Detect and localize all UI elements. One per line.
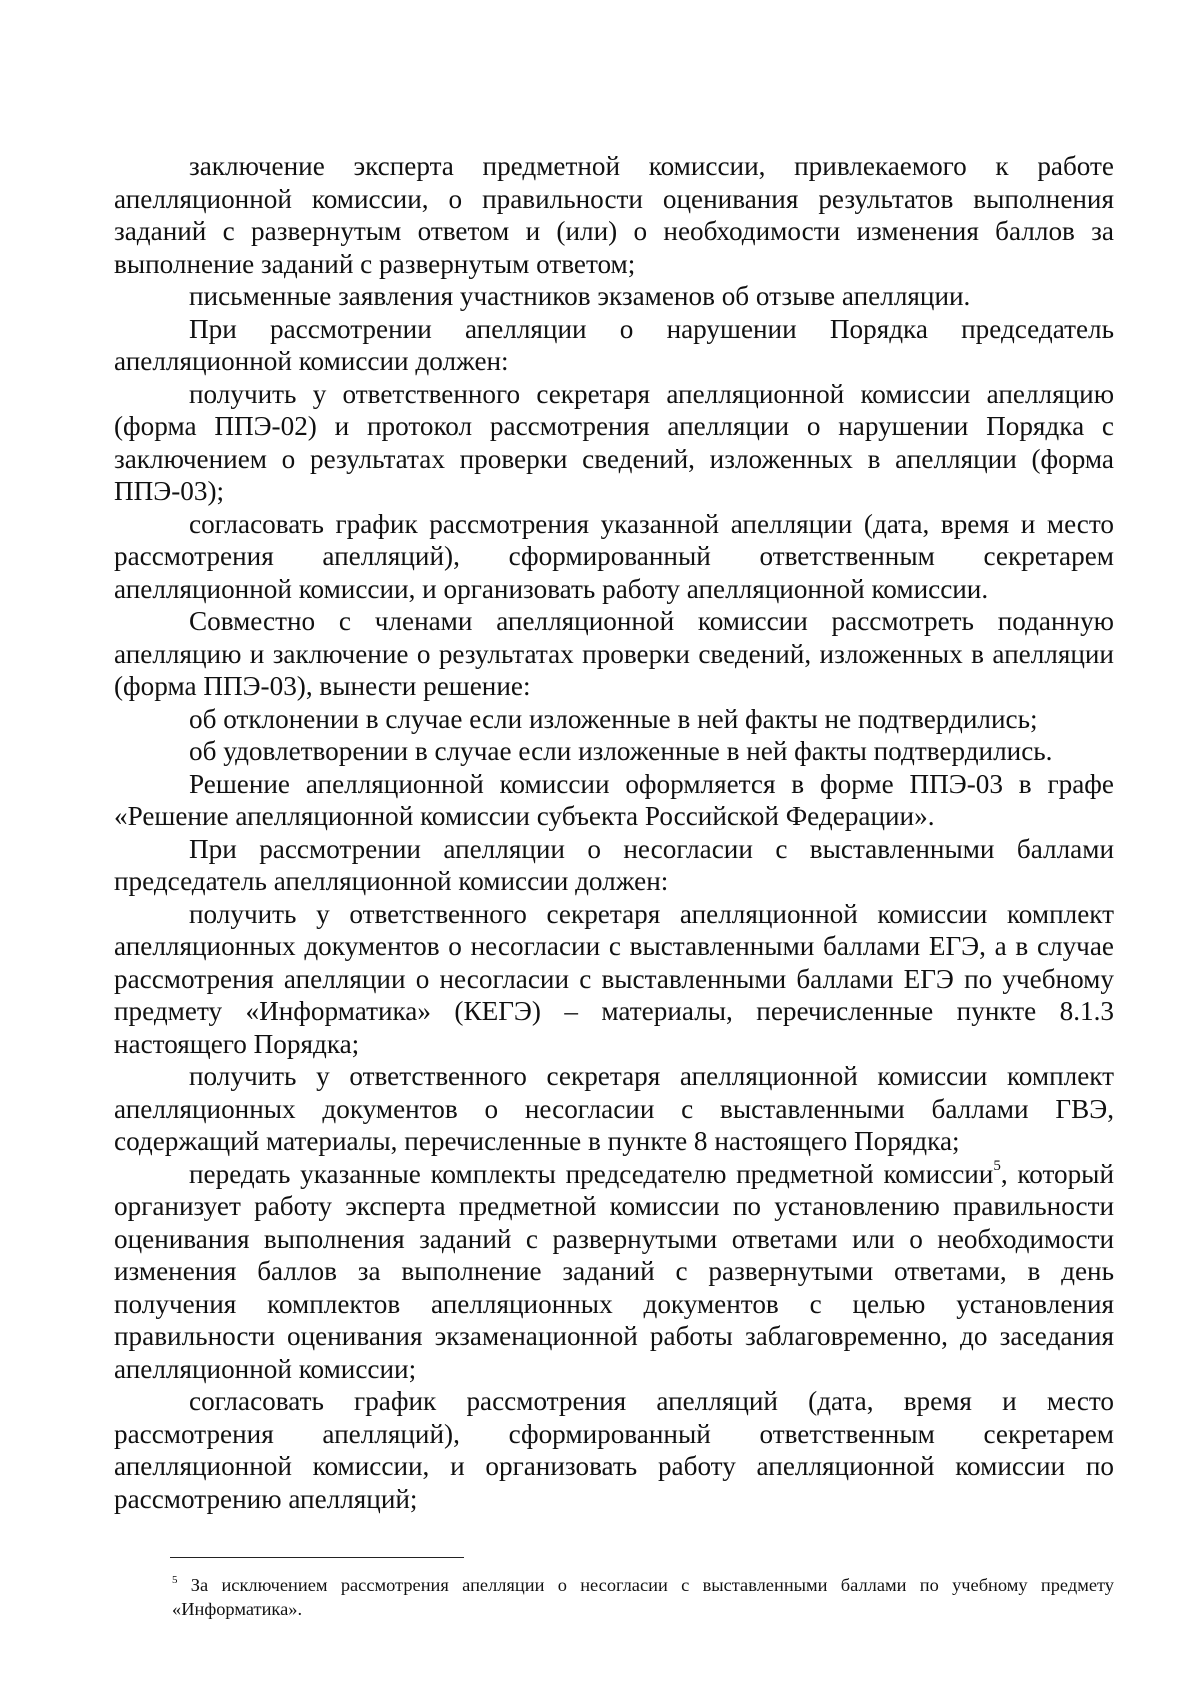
paragraph: об отклонении в случае если изложенные в ней факты не подтвердились;: [189, 703, 1038, 734]
footnote: [172, 1573, 1114, 1621]
paragraph: Решение апелляционной комиссии оформляется в форме ППЭ-03 в графе «Решение апелляционной комиссии субъекта Российской Федерации».: [114, 768, 1114, 831]
paragraph: При рассмотрении апелляции о несогласии с выставленными баллами председатель апелляционной комиссии должен:: [114, 833, 1114, 896]
paragraph: письменные заявления участников экзаменов об отзыве апелляции.: [189, 281, 971, 311]
paragraph: согласовать график рассмотрения указанной апелляции (дата, время и место рассмотрения апелляций), сформированный ответственным секретарем апелляционной комиссии, и организовать работу апелляционной комиссии.: [114, 508, 1114, 604]
paragraph-text-after-mark: , который организует работу эксперта предметной комиссии по установлению правильности оценивания выполнения заданий с развернутыми ответами или о необходимости изменения баллов за выполнение заданий с развернутыми ответами, в день получения комплектов апелляционных документов с целью установления правильности оценивания экзаменационной работы заблаговременно, до заседания апелляционной комиссии;: [114, 1158, 1114, 1384]
footnote-reference[interactable]: 5: [993, 1157, 1001, 1174]
paragraph: согласовать график рассмотрения апелляций (дата, время и место рассмотрения апелляций), сформированный ответственным секретарем апелляционной комиссии, и организовать работу апелляционной комиссии по рассмотрению апелляций;: [114, 1386, 1114, 1514]
paragraph-text-before-mark: передать указанные комплекты председателю предметной комиссии: [189, 1158, 994, 1189]
paragraph: получить у ответственного секретаря апелляционной комиссии комплект апелляционных документов о несогласии с выставленными баллами ЕГЭ, а в случае рассмотрения апелляции о несогласии с выставленными баллами ЕГЭ по учебному предмету «Информатика» (КЕГЭ) – материалы, перечисленные пункте 8.1.3 настоящего Порядка;: [114, 898, 1114, 1059]
footnote-separator: [170, 1557, 464, 1558]
footnote-number: 5: [172, 1574, 178, 1586]
paragraph: получить у ответственного секретаря апелляционной комиссии апелляцию (форма ППЭ-02) и протокол рассмотрения апелляции о нарушении Порядка с заключением о результатах проверки сведений, изложенных в апелляции (форма ППЭ-03);: [114, 378, 1114, 506]
paragraph: заключение эксперта предметной комиссии, привлекаемого к работе апелляционной комиссии, о правильности оценивания результатов выполнения заданий с развернутым ответом и (или) о необходимости изменения баллов за выполнение заданий с развернутым ответом;: [114, 151, 1114, 279]
paragraph: Совместно с членами апелляционной комиссии рассмотреть поданную апелляцию и заключение о результатах проверки сведений, изложенных в апелляции (форма ППЭ-03), вынести решение:: [114, 606, 1114, 701]
paragraph: получить у ответственного секретаря апелляционной комиссии комплект апелляционных документов о несогласии с выставленными баллами ГВЭ, содержащий материалы, перечисленные в пункте 8 настоящего Порядка;: [114, 1061, 1114, 1156]
paragraph-with-footnote: [114, 1158, 1114, 1386]
paragraph: При рассмотрении апелляции о нарушении Порядка председатель апелляционной комиссии должен:: [114, 313, 1114, 376]
paragraph: об удовлетворении в случае если изложенные в ней факты подтвердились.: [189, 736, 1053, 766]
footnote-text: За исключением рассмотрения апелляции о несогласии с выставленными баллами по учебному предмету «Информатика».: [172, 1575, 1114, 1619]
document-body: [114, 150, 1114, 1515]
